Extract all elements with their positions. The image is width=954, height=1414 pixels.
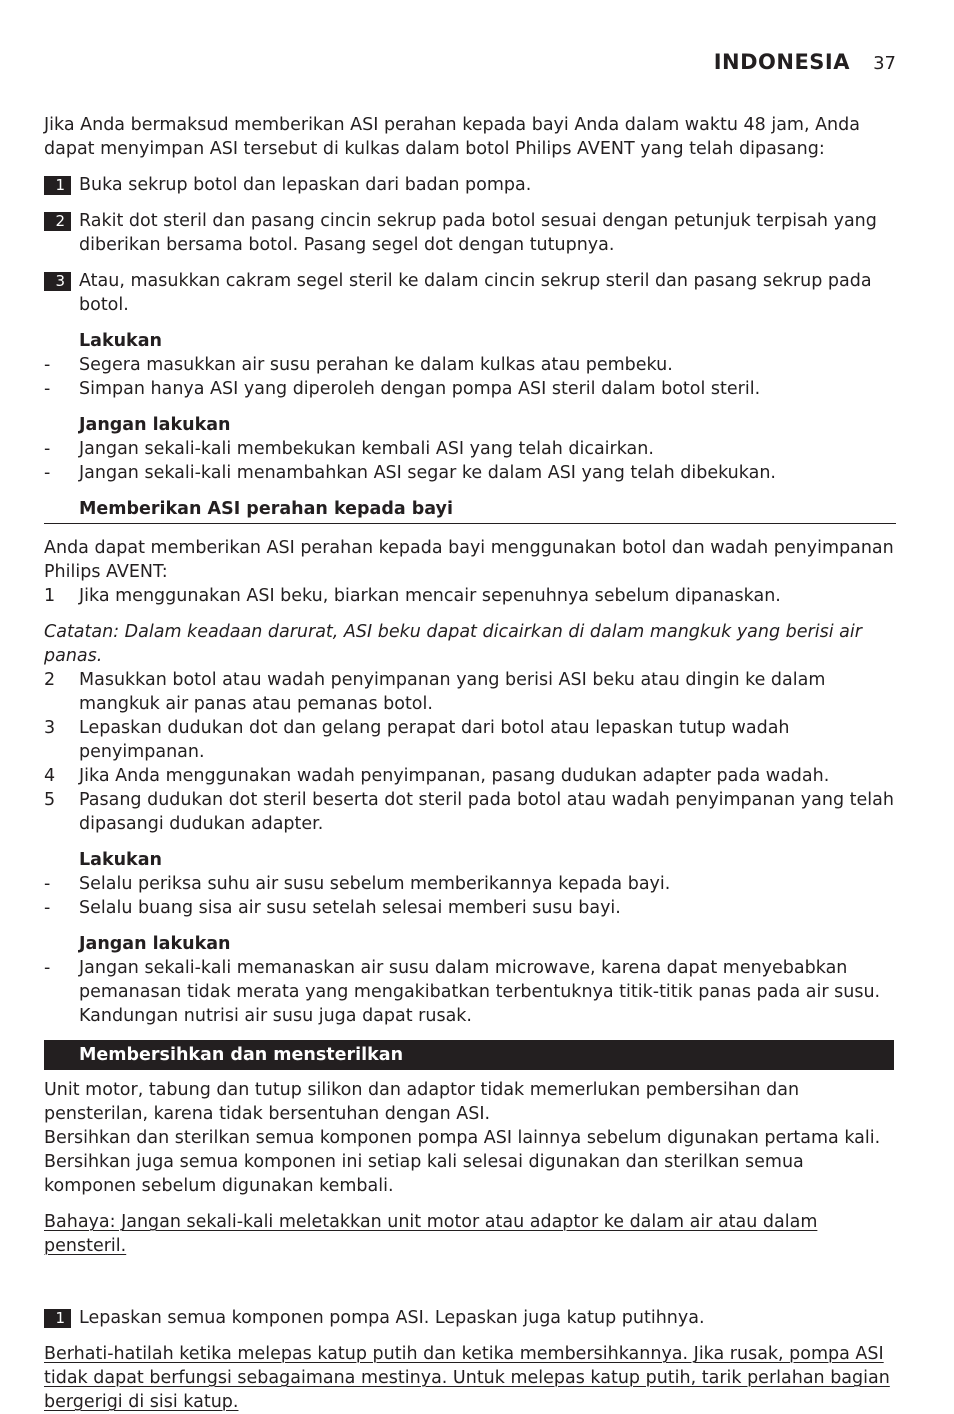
step-item xyxy=(44,269,896,317)
page-number: 37 xyxy=(873,53,896,74)
page-content xyxy=(44,113,896,1414)
item-text: Masukkan botol atau wadah penyimpanan yang berisi ASI beku atau dingin ke dalam mangkuk air panas atau pemanas botol. xyxy=(79,670,826,714)
step-number: 1 xyxy=(44,176,71,195)
feeding-intro: Anda dapat memberikan ASI perahan kepada bayi menggunakan botol dan wadah penyimpanan Philips AVENT: xyxy=(44,538,894,582)
cleaning-paragraph: Bersihkan dan sterilkan semua komponen pompa ASI lainnya sebelum digunakan pertama kali. xyxy=(44,1128,881,1148)
caution-warning: Berhati-hatilah ketika melepas katup putih dan ketika membersihkannya. Jika rusak, pompa ASI tidak dapat berfungsi sebagaimana mestinya. Untuk melepas katup putih, tarik perlahan bagian bergerigi di sisi katup. xyxy=(44,1344,890,1412)
step-text: Rakit dot steril dan pasang cincin sekrup pada botol sesuai dengan petunjuk terpisah yang diberikan bersama botol. Pasang segel dot dengan tutupnya. xyxy=(79,211,877,255)
danger-warning: Bahaya: Jangan sekali-kali meletakkan unit motor atau adaptor ke dalam air atau dalam pensteril. xyxy=(44,1212,818,1256)
item-text: Jika Anda menggunakan wadah penyimpanan, pasang dudukan adapter pada wadah. xyxy=(79,766,830,786)
step-number: 2 xyxy=(44,212,71,231)
step-item xyxy=(44,1306,896,1330)
item-text: Pasang dudukan dot steril beserta dot steril pada botol atau wadah penyimpanan yang telah dipasangi dudukan adapter. xyxy=(79,790,894,834)
item-number: 5 xyxy=(44,790,56,810)
item-number: 1 xyxy=(44,586,56,606)
step-text: Buka sekrup botol dan lepaskan dari badan pompa. xyxy=(79,175,532,195)
numbered-item xyxy=(44,584,896,608)
cleaning-paragraph: Unit motor, tabung dan tutup silikon dan adaptor tidak memerlukan pembersihan dan pensterilan, karena tidak bersentuhan dengan ASI. xyxy=(44,1080,800,1124)
item-number: 3 xyxy=(44,718,56,738)
step-item xyxy=(44,209,896,257)
header-language: INDONESIA xyxy=(713,50,850,74)
item-text: Lepaskan dudukan dot dan gelang perapat dari botol atau lepaskan tutup wadah penyimpanan. xyxy=(79,718,790,762)
bullet-text: Segera masukkan air susu perahan ke dalam kulkas atau pembeku. xyxy=(79,355,673,375)
bullet-text: Simpan hanya ASI yang diperoleh dengan pompa ASI steril dalam botol steril. xyxy=(79,379,761,399)
step-number: 1 xyxy=(44,1309,71,1328)
bullet-item: - Jangan sekali-kali memanaskan air susu dalam microwave, karena dapat menyebabkan pemanasan tidak merata yang mengakibatkan terbentuknya titik-titik panas pada air susu. Kandungan nutrisi air susu juga dapat rusak. xyxy=(44,958,881,1026)
section-heading-cleaning: Membersihkan dan mensterilkan xyxy=(44,1040,894,1070)
do-heading: Lakukan xyxy=(79,331,162,351)
bullet-text: Selalu periksa suhu air susu sebelum memberikannya kepada bayi. xyxy=(79,874,671,894)
dont-heading: Jangan lakukan xyxy=(79,415,231,435)
bullet-text: Selalu buang sisa air susu setelah selesai memberi susu bayi. xyxy=(79,898,621,918)
numbered-item xyxy=(44,764,896,788)
step-item xyxy=(44,173,896,197)
cleaning-paragraph: Bersihkan juga semua komponen ini setiap kali selesai digunakan dan sterilkan semua komponen sebelum digunakan kembali. xyxy=(44,1152,804,1196)
bullet-item: - Selalu periksa suhu air susu sebelum memberikannya kepada bayi. xyxy=(44,874,671,894)
numbered-item xyxy=(44,788,896,836)
numbered-item xyxy=(44,716,896,764)
dont-heading: Jangan lakukan xyxy=(79,934,231,954)
step-number: 3 xyxy=(44,272,71,291)
bullet-item: - Simpan hanya ASI yang diperoleh dengan pompa ASI steril dalam botol steril. xyxy=(44,379,761,399)
item-text: Jika menggunakan ASI beku, biarkan mencair sepenuhnya sebelum dipanaskan. xyxy=(79,586,781,606)
intro-paragraph: Jika Anda bermaksud memberikan ASI perahan kepada bayi Anda dalam waktu 48 jam, Anda dapat menyimpan ASI tersebut di kulkas dalam botol Philips AVENT yang telah dipasang: xyxy=(44,115,860,159)
item-number: 4 xyxy=(44,766,56,786)
bullet-text: Jangan sekali-kali membekukan kembali ASI yang telah dicairkan. xyxy=(79,439,654,459)
bullet-item: - Jangan sekali-kali menambahkan ASI segar ke dalam ASI yang telah dibekukan. xyxy=(44,463,776,483)
section-heading-feeding: Memberikan ASI perahan kepada bayi xyxy=(44,497,896,524)
item-number: 2 xyxy=(44,670,56,690)
bullet-item: - Segera masukkan air susu perahan ke dalam kulkas atau pembeku. xyxy=(44,355,673,375)
bullet-item: - Selalu buang sisa air susu setelah selesai memberi susu bayi. xyxy=(44,898,621,918)
bullet-item: - Jangan sekali-kali membekukan kembali ASI yang telah dicairkan. xyxy=(44,439,654,459)
bullet-text: Jangan sekali-kali menambahkan ASI segar ke dalam ASI yang telah dibekukan. xyxy=(79,463,776,483)
numbered-item xyxy=(44,668,896,716)
note-text: Catatan: Dalam keadaan darurat, ASI beku dapat dicairkan di dalam mangkuk yang berisi air panas. xyxy=(44,622,862,666)
do-heading: Lakukan xyxy=(79,850,162,870)
bullet-text: Jangan sekali-kali memanaskan air susu dalam microwave, karena dapat menyebabkan pemanasan tidak merata yang mengakibatkan terbentuknya titik-titik panas pada air susu. Kandungan nutrisi air susu juga dapat rusak. xyxy=(79,958,881,1026)
step-text: Lepaskan semua komponen pompa ASI. Lepaskan juga katup putihnya. xyxy=(79,1308,705,1328)
step-text: Atau, masukkan cakram segel steril ke dalam cincin sekrup steril dan pasang sekrup pada botol. xyxy=(79,271,872,315)
